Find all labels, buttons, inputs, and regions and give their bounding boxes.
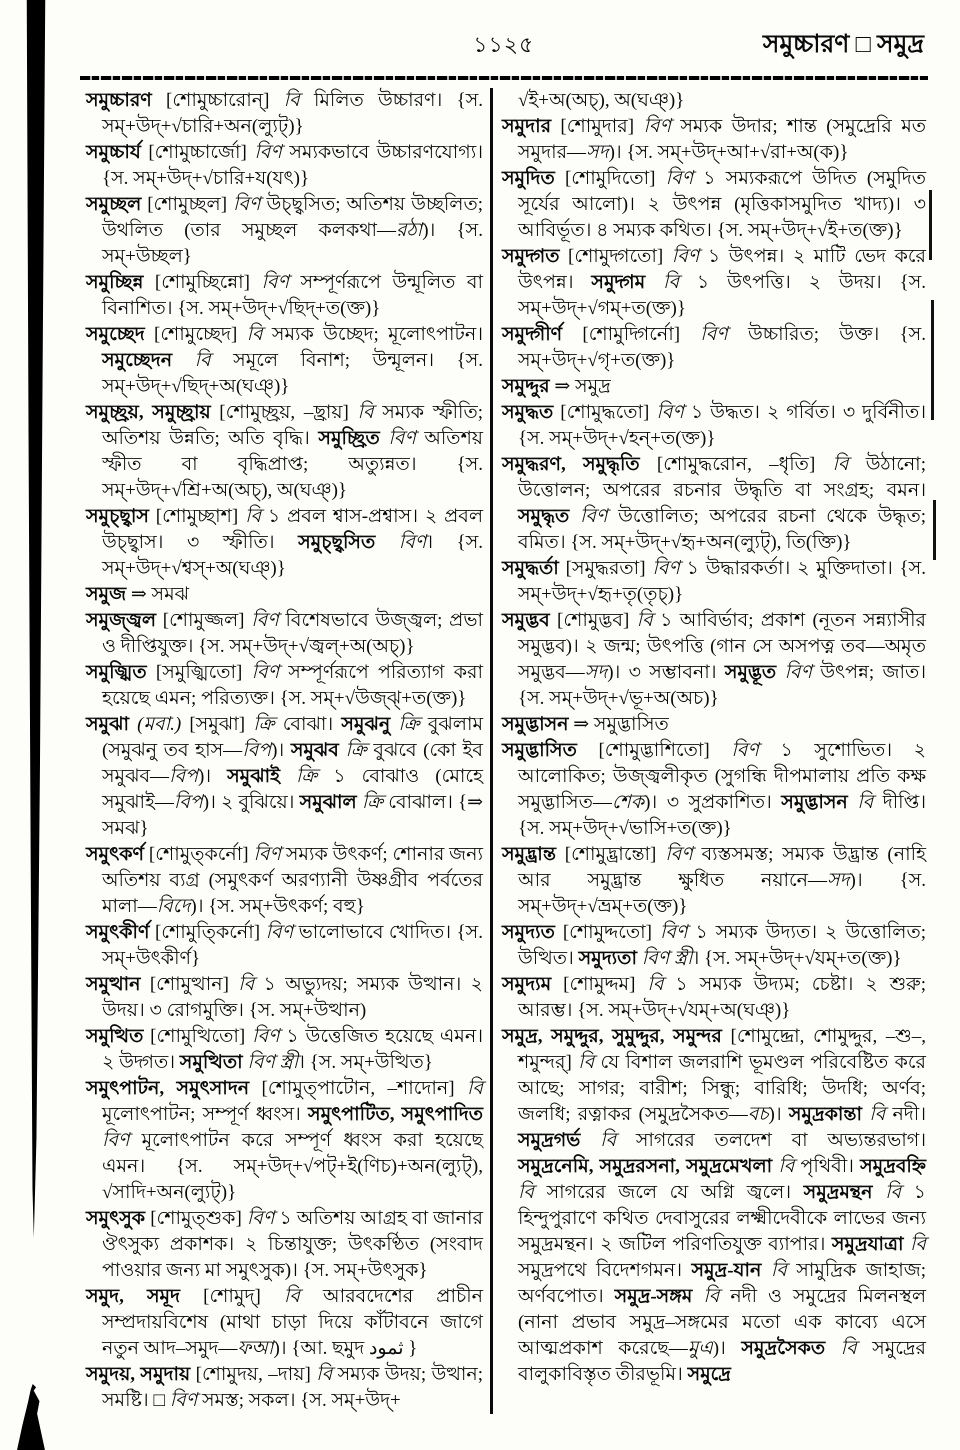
headword: সমুদিত xyxy=(502,168,555,189)
entry-text xyxy=(280,766,296,787)
entry-text: )। ৩ সম্ভাবনা। xyxy=(607,662,725,683)
entry-text: ১ উদ্ধত। ২ গর্বিত। ৩ দুর্বিনীত। {স. সম্+উদ্+√হন্+ত(ক্ত)} xyxy=(518,402,927,449)
headword: সমুদ্গীর্ণ xyxy=(502,324,563,345)
entry-text: )। ৩ সুপ্রকাশিত। xyxy=(644,792,782,813)
entry-text: সম্যকভাবে উচ্চারণযোগ্য। {স. সম্+উদ্+√চারি+য(যৎ)} xyxy=(102,142,483,189)
headword: সমুদ্র-সঙ্গম xyxy=(614,1286,693,1307)
entry-text: । {স. সম্+উত্থিত} xyxy=(298,1052,433,1073)
entry-text xyxy=(848,792,857,813)
entry-text: )। {স. সম্+উদ্+আ+√রা+অ(ক)} xyxy=(608,142,849,163)
grammar-label: বিণ xyxy=(102,1130,130,1151)
grammar-label: বি xyxy=(869,1104,886,1125)
entry-text: [শোমুত্কির্নো] xyxy=(149,922,266,943)
headword: সমুত্থিত xyxy=(86,1026,144,1047)
scan-artifact-edge-mark xyxy=(933,500,936,560)
grammar-label: বিণ xyxy=(246,1208,275,1229)
dictionary-entry xyxy=(502,322,926,374)
headword: সমুদ্যতা xyxy=(578,948,637,969)
entry-text: সম্পূর্ণরূপে উন্মূলিত বা বিনাশিত। {স. সম্+উদ্+√ছিদ্+ত(ক্ত)} xyxy=(102,272,483,319)
headword: সমুদ্গম xyxy=(591,272,646,293)
headword: সমুচ্ছ্বাস xyxy=(86,506,149,527)
entry-text: [শোমুদ্] xyxy=(180,1286,284,1307)
headword: সমুদ্ভাসন xyxy=(502,714,569,735)
headword: সমুজ xyxy=(86,584,127,605)
entry-text: ১ হিন্দুপুরাণে কথিত দেবাসুরের লক্ষ্মীদেবীকে লাভের জন্য সমুদ্রমন্থন। ২ জটিল পরিণতিযুক্ত ব্যাপার। xyxy=(518,1182,926,1255)
header-rule xyxy=(80,76,928,80)
dictionary-entry xyxy=(502,920,926,972)
dictionary-entry xyxy=(86,1076,483,1206)
grammar-label: বি xyxy=(703,1286,720,1307)
grammar-label: বি xyxy=(578,1052,595,1073)
grammar-label: বি xyxy=(245,506,262,527)
entry-text: [শোমুদিতো] xyxy=(554,168,666,189)
grammar-label: বিণ xyxy=(169,1390,198,1411)
headword: সমুচ্চার্য xyxy=(86,142,141,163)
entry-text: [শোমুচ্ছিন্নো] xyxy=(143,272,262,293)
entry-text: মিলিত উচ্চারণ। {স. সম্+উদ্+√চারি+অন(ল্যুট্)} xyxy=(102,90,484,137)
entry-text: [শোমুচ্ছাশ] xyxy=(148,506,246,527)
dictionary-entry xyxy=(86,582,483,608)
entry-text: বোঝাল। {⇒ সমঝ} xyxy=(102,792,483,839)
headword: সমুদ্দুর xyxy=(502,376,550,397)
right-column xyxy=(493,88,926,1414)
entry-text: [শোমুদয়, –দায়] xyxy=(190,1364,317,1385)
entry-text: [শোমুচ্ছেদ] xyxy=(144,324,247,345)
entry-text: [শোমুদ্ভব] xyxy=(549,610,637,631)
entry-text: [শোমুদ্দ্রো, শোমুদ্দুর, –শু–, শমুন্দর্] xyxy=(518,1026,926,1073)
headword: সমুদ্ভব xyxy=(502,610,550,631)
dictionary-entry xyxy=(86,322,483,400)
grammar-label: বিণ স্ত্রী xyxy=(641,948,693,969)
grammar-label: ক্রি xyxy=(345,740,367,761)
entry-text: ১ সম্যকরূপে উদিত (সমুদিত সূর্যের আলো)। ২ উৎপন্ন (মৃত্তিকাসমুদিত খাদ্য)। ৩ আবির্ভূত। ৪ সম্যক কথিত। {স. সম্+উদ্+√ই+ত(ক্ত)} xyxy=(518,168,926,241)
grammar-label: বিণ xyxy=(652,558,680,579)
dictionary-entry xyxy=(86,504,483,582)
grammar-label: বিণ xyxy=(665,844,693,865)
entry-continuation xyxy=(502,88,926,114)
entry-text: [শোমুজ্জল] xyxy=(156,610,252,631)
entry-text: [শোমুত্থিতো] xyxy=(143,1026,253,1047)
grammar-label: বি xyxy=(600,1130,617,1151)
grammar-label: বিণ xyxy=(731,740,759,761)
entry-text: সম্পূর্ণরূপে পরিত্যাগ করা হয়েছে এমন; পরিত্যক্ত। {স. সম্+√উজ্ঝ্+ত(ক্ত)} xyxy=(102,662,483,709)
entry-text: )। xyxy=(197,766,228,787)
entry-text: )। {স. সম্+উৎকর্ণ; বহু} xyxy=(190,896,365,917)
grammar-label: বিদে xyxy=(156,896,191,917)
entry-text: [শোমুদ্দতো] xyxy=(554,922,660,943)
entry-text xyxy=(569,506,580,527)
grammar-label: বি xyxy=(832,454,849,475)
entry-text xyxy=(825,1338,841,1359)
entry-text: ১ অতিশয় আগ্রহ বা জানার ঔৎসুক্য প্রকাশক। ২ চিন্তাযুক্ত; উৎকণ্ঠিত (সংবাদ পাওয়ার জন্য মা সমুৎসুক)। {স. সম্+উৎসুক} xyxy=(102,1208,483,1281)
headword: সমুদ্রে xyxy=(687,1364,731,1385)
entry-text: সম্যক উদয়; উত্থান; সমষ্টি। □ xyxy=(102,1364,484,1411)
entry-text: [শোমুদার] xyxy=(551,116,644,137)
entry-text: ১ উৎপন্ন। ২ মাটি ভেদ করে উৎপন্ন। xyxy=(518,246,926,293)
grammar-label: বি xyxy=(283,1286,300,1307)
grammar-label: বিণ xyxy=(261,272,289,293)
dictionary-entry xyxy=(86,660,483,712)
grammar-label: বিণ xyxy=(388,428,416,449)
entry-text: উৎপন্ন; জাত। {স. সম্+উদ্+√ভূ+অ(অচ)} xyxy=(518,662,927,709)
entry-text: বুঝলাম (সমুঝনু তব হাস— xyxy=(102,714,484,761)
grammar-label: বিণ xyxy=(700,324,728,345)
dictionary-entry xyxy=(86,920,483,972)
entry-text: [সমুঝা] xyxy=(181,714,254,735)
entry-text: [শোমুচ্ছল] xyxy=(141,194,233,215)
grammar-label: বিপ xyxy=(173,792,203,813)
headword: সমুচ্ছেদ xyxy=(86,324,145,345)
entry-text: [শোমুত্থান] xyxy=(140,974,239,995)
dictionary-entry xyxy=(502,608,926,712)
entry-text: [শোমুদ্ভ্রান্তো] xyxy=(555,844,666,865)
grammar-label: সদ xyxy=(584,662,608,683)
entry-text: [শোমুদ্দম] xyxy=(551,974,648,995)
headword: সমুচ্ছল xyxy=(86,194,142,215)
entry-text: ১ সুশোভিত। ২ আলোকিত; উজ্জ্বলীকৃত (সুগন্ধি দীপমালায় প্রতি কক্ষ সমুদ্ভাসিত— xyxy=(518,740,926,813)
grammar-label: বি xyxy=(246,324,263,345)
scan-artifact-spine-bar xyxy=(25,0,47,1238)
headword: সমুদ্গত xyxy=(502,246,560,267)
entry-text: ভালোভাবে খোদিত। {স. সম্+উৎকীর্ণ} xyxy=(102,922,483,969)
grammar-label: ক্রি xyxy=(295,766,318,787)
grammar-label: বি xyxy=(636,610,653,631)
grammar-label: বি xyxy=(778,1156,795,1177)
entry-text: যে বিশাল জলরাশি ভূমণ্ডল পরিবেষ্টিত করে আছে; সাগর; বারীশ; সিন্ধু; বারিধি; উদধি; অর্ণব; জলধি; রত্নাকর (সমুদ্রসৈকত— xyxy=(518,1052,926,1125)
entry-text: সম্যক স্ফীতি; অতিশয় উন্নতি; অতি বৃদ্ধি। xyxy=(102,402,483,449)
entry-text: নদী ও সমুদ্রের মিলনস্থল (নানা প্রভাব সমুদ্র–সঙ্গমের মতো এক কাব্যে এসে আত্মপ্রকাশ করেছে— xyxy=(518,1286,926,1359)
headword: সমুদ্ভূত xyxy=(724,662,777,683)
grammar-label: বিপ xyxy=(169,766,198,787)
grammar-label: বিণ xyxy=(265,922,294,943)
entry-text: সমুদ্রপথে বিদেশগমন। xyxy=(518,1260,692,1281)
entry-text: উচ্ছ্বসিত; অতিশয় উচ্ছলিত; উথলিত (তার সমুচ্ছল কলকথা— xyxy=(102,194,483,241)
headword: সমুদ্যম xyxy=(502,974,552,995)
headword: সমুচ্ছেদন xyxy=(102,350,173,371)
dictionary-entry xyxy=(502,166,926,244)
left-column xyxy=(86,88,490,1414)
headword: সমুদ্রনেমি, সমুদ্ররসনা, সমুদ্রমেখলা xyxy=(518,1156,773,1177)
dictionary-entry xyxy=(86,1284,483,1362)
grammar-label: মুএ xyxy=(687,1338,713,1359)
entry-text: [শোমুত্পাটোন, –শাদোন] xyxy=(249,1078,467,1099)
entry-text: মূলোৎপাটন করে সম্পূর্ণ ধ্বংস করা হয়েছে এমন। {স. সম্+উদ্+√পট্+ই(ণিচ)+অন(ল্যুট্), √সাদি+অন(ল্যুট্)} xyxy=(102,1130,483,1203)
entry-text: সম্যক উৎকর্ণ; শোনার জন্য অতিশয় ব্যগ্র (সমুৎকর্ণ অরণ্যানী উষ্ণগ্রীব পর্বতের মালা— xyxy=(102,844,484,917)
grammar-label: বি xyxy=(518,1182,535,1203)
entry-text: ১ বোঝাও (মোহে সমুঝাই— xyxy=(102,766,484,813)
entry-text xyxy=(761,1260,770,1281)
entry-text: ১ অভ্যুদয়; সম্যক উত্থান। ২ উদয়। ৩ রোগমুক্তি। {স. সম্+উত্থান) xyxy=(102,974,483,1021)
headword: সমুদয়, সমুদায় xyxy=(86,1364,191,1385)
grammar-label: বি xyxy=(283,90,300,111)
dictionary-entry xyxy=(502,712,926,738)
grammar-label: বিণ xyxy=(398,532,427,553)
headword: সমুজ্ঝিত xyxy=(86,662,147,683)
grammar-label: বিণ xyxy=(233,194,261,215)
entry-text: )। {স. সম্+উদ্+√ভ্রম্+ত(ক্ত)} xyxy=(518,870,926,917)
entry-text: [শোমুত্কর্নো] xyxy=(144,844,254,865)
dictionary-entry xyxy=(86,192,483,270)
headword: সমুদ্ধৃত xyxy=(518,506,570,527)
headword: সমুঝনু xyxy=(341,714,391,735)
entry-text: ১ উৎপত্তি। ২ উদয়। {স. সম্+উদ্+√গম্+ত(ক্ত)} xyxy=(518,272,927,319)
dictionary-entry xyxy=(86,608,483,660)
page-number: ১১২৫ xyxy=(473,32,535,57)
dictionary-entry xyxy=(86,1362,483,1414)
headword: সমুদ্রগর্ভ xyxy=(518,1130,581,1151)
headword: সমুঝাল xyxy=(299,792,357,813)
dictionary-entry xyxy=(86,140,483,192)
entry-text: [শোমুদ্গির্নো] xyxy=(562,324,701,345)
entry-text: সম্যক উচ্ছেদ; মূলোৎপাটন। xyxy=(262,324,483,345)
headword: সমুদার xyxy=(502,116,552,137)
grammar-label: বি xyxy=(238,974,255,995)
dictionary-entry xyxy=(86,842,483,920)
headword: সমুদ্ধর্তা xyxy=(502,558,559,579)
entry-text: ১ প্রবল শ্বাস-প্রশ্বাস। ২ প্রবল উচ্ছ্বাস। ৩ স্ফীতি। xyxy=(102,506,483,553)
grammar-label: বি xyxy=(663,272,680,293)
entry-text: মূলোৎপাটন; সম্পূর্ণ ধ্বংস। xyxy=(102,1104,309,1125)
headword: সমুৎকীর্ণ xyxy=(86,922,150,943)
entry-text: )। xyxy=(712,1338,742,1359)
headword: সমুচ্ছ্বসিত xyxy=(298,532,376,553)
headword: সমুৎসুক xyxy=(86,1208,146,1229)
dictionary-entry xyxy=(502,842,926,920)
grammar-label: সদ xyxy=(827,870,850,891)
headword: সমুদ্ভাসিত xyxy=(502,740,577,761)
headword: সমুদ্রসৈকত xyxy=(741,1338,826,1359)
headword: সমুচ্ছ্রিত xyxy=(318,428,380,449)
entry-text xyxy=(692,1286,703,1307)
entry-text: । {স. সম্+উদ্+√যম্+ত(ক্ত)} xyxy=(692,948,902,969)
scan-artifact-edge-mark xyxy=(931,300,934,420)
entry-text: )। {স. সম্+উচ্ছল} xyxy=(102,220,483,267)
headword: সমুদ্ভাসন xyxy=(781,792,848,813)
entry-text: [শোমুদ্ধতো] xyxy=(553,402,657,423)
dictionary-entry xyxy=(502,452,926,556)
entry-text: অতিশয় স্ফীত বা বৃদ্ধিপ্রাপ্ত; অত্যুন্নত। {স. সম্+উদ্+√শ্রি+অ(অচ্), অ(ঘঞ্)} xyxy=(102,428,483,501)
dictionary-entry xyxy=(502,556,926,608)
entry-text: সাগরের তলদেশ বা অভ্যন্তরভাগ। xyxy=(616,1130,926,1151)
grammar-label: বি xyxy=(885,1182,902,1203)
entry-text: সম্যক উদার; শান্ত (সমুদ্রেরি মত সমুদার— xyxy=(518,116,927,163)
grammar-label: বিণ xyxy=(251,662,280,683)
headword: সমুত্থান xyxy=(86,974,141,995)
entry-text: √ই+অ(অচ্), অ(ঘঞ্)} xyxy=(518,90,685,111)
headword: সমুদ্র-যান xyxy=(691,1260,762,1281)
entry-text: বিশেষভাবে উজ্জ্বল; প্রভা ও দীপ্তিযুক্ত। {স. সম্+উদ্+√জ্বল্+অ(অচ্)} xyxy=(102,610,484,657)
entry-text: বুঝবে (কো ইব সমুঝব— xyxy=(102,740,483,787)
grammar-label: বি xyxy=(840,1338,857,1359)
grammar-label: বি xyxy=(357,402,374,423)
entry-text: সমূলে বিনাশ; উন্মূলন। {স. সম্+উদ্+√ছিদ্+অ(ঘঞ্)} xyxy=(102,350,484,397)
headword: সমুচ্ছিন্ন xyxy=(86,272,144,293)
grammar-label: শেক xyxy=(611,792,645,813)
headword: সমুদ্র, সমুদ্দুর, সুমুদ্দুর, সমুন্দর xyxy=(502,1026,722,1047)
entry-text: দীপ্তি। {স. সম্+উদ্+√ভাসি+ত(ক্ত)} xyxy=(518,792,927,839)
entry-text xyxy=(580,1130,600,1151)
entry-text: ⇒ সমুদ্ভাসিত xyxy=(568,714,669,735)
dictionary-entry xyxy=(502,1024,926,1388)
headword: সমুচ্ছ্রয়, সমুচ্ছ্রায় xyxy=(86,402,211,423)
grammar-label: বিণ xyxy=(643,116,671,137)
entry-text: [শোমুত্শুক] xyxy=(145,1208,247,1229)
headword: সমুৎপাটিত, সমুৎপাদিত xyxy=(308,1104,483,1125)
headword: সমুচ্চারণ xyxy=(86,90,152,111)
dictionary-entry xyxy=(502,114,926,166)
grammar-label: বি xyxy=(909,1234,926,1255)
entry-text: সমুদ্রের বালুকাবিস্তৃত তীরভূমি। xyxy=(518,1338,926,1385)
grammar-label: বি xyxy=(770,1260,787,1281)
entry-text: সাগরের জলে যে অগ্নি জ্বলে। xyxy=(534,1182,804,1203)
entry-text: ⇒ সমুদ্র xyxy=(549,376,611,397)
entry-text: [শোমুচ্চারোন্] xyxy=(151,90,284,111)
entry-text: পৃথিবী। xyxy=(794,1156,861,1177)
dictionary-entry xyxy=(86,1206,483,1284)
headword: সমুদ, সমূদ xyxy=(86,1286,181,1307)
headword: সমুঝা xyxy=(86,714,129,735)
entry-text: )। {আ. ছমুদ ثمود } xyxy=(273,1338,418,1359)
page-header xyxy=(86,24,924,66)
entry-text: )। xyxy=(768,1104,789,1125)
grammar-label: বি xyxy=(857,792,874,813)
scan-artifact-edge-mark xyxy=(929,190,932,260)
grammar-label: বচ xyxy=(747,1104,769,1125)
entry-text: [শোমুচ্চার্জো] xyxy=(140,142,255,163)
grammar-label: বি xyxy=(467,1078,484,1099)
entry-text xyxy=(645,272,663,293)
grammar-label: ফআ xyxy=(237,1338,274,1359)
entry-text: ১ উত্তেজিত হয়েছে এমন। ২ উদ্গত। xyxy=(102,1026,483,1073)
grammar-label: বিণ xyxy=(252,1026,280,1047)
headword: সমুদ্রকান্তা xyxy=(788,1104,863,1125)
dictionary-entry xyxy=(502,244,926,322)
entry-text: [শোমুদ্ধরোন, –ধৃতি] xyxy=(639,454,833,475)
entry-text: বোঝা। xyxy=(274,714,342,735)
grammar-label: বিণ xyxy=(784,662,812,683)
headword: সমুঝব xyxy=(290,740,339,761)
entry-text: [শোমুদ্গতো] xyxy=(559,246,672,267)
entry-text: )। ২ বুঝিয়ে। xyxy=(202,792,300,813)
grammar-label: বিণ xyxy=(656,402,684,423)
entry-text: নদী। xyxy=(885,1104,926,1125)
headword: সমুৎপাটন, সমুৎসাদন xyxy=(86,1078,250,1099)
grammar-label: বিপ xyxy=(242,740,272,761)
dictionary-entry xyxy=(86,712,483,842)
guide-words: সমুচ্চারণ □ সমুদ্র xyxy=(762,31,924,58)
entry-text xyxy=(375,532,399,553)
entry-text: ১ সম্যক উদ্যত। ২ উত্তোলিত; উত্থিত। xyxy=(518,922,927,969)
grammar-label: বিণ xyxy=(659,922,688,943)
headword: সমুজ্জ্বল xyxy=(86,610,157,631)
entry-text xyxy=(172,350,195,371)
headword: সমুদ্যত xyxy=(502,922,555,943)
headword: সমুদ্ধরণ, সমুদ্ধৃতি xyxy=(502,454,640,475)
dictionary-entry xyxy=(86,270,483,322)
headword: সমুদ্রমন্থন xyxy=(803,1182,873,1203)
grammar-label: বিণ xyxy=(665,168,694,189)
text-columns xyxy=(86,88,926,1414)
entry-text: সমস্ত; সকল। {স. সম্+উদ্+ xyxy=(197,1390,401,1411)
entry-text: ⇒ সমঝ xyxy=(126,584,190,605)
dictionary-entry xyxy=(86,400,483,504)
grammar-label: বিণ xyxy=(579,506,608,527)
headword: সমুদ্ভ্রান্ত xyxy=(502,844,556,865)
grammar-label: বি xyxy=(194,350,211,371)
entry-text: [সমুজ্ঝিতো] xyxy=(146,662,252,683)
grammar-label: ক্রি xyxy=(361,792,384,813)
grammar-label: (মবা.) xyxy=(137,714,182,735)
dictionary-entry xyxy=(86,972,483,1024)
scan-artifact-ink-blob xyxy=(15,1384,49,1450)
entry-text: [শোমুদ্ভাশিতো] xyxy=(576,740,732,761)
grammar-label: ক্রি xyxy=(398,714,420,735)
grammar-label: বিণ স্ত্রী xyxy=(247,1052,299,1073)
grammar-label: ক্রি xyxy=(253,714,275,735)
entry-text: উঠানো; উত্তোলন; অপরের রচনার উদ্ধৃতি বা সংগ্রহ; বমন। xyxy=(518,454,926,501)
headword: সমুদ্রবহ্নি xyxy=(860,1156,926,1177)
dictionary-entry xyxy=(502,400,926,452)
headword: সমুদ্রযাত্রা xyxy=(831,1234,904,1255)
entry-text: আরবদেশের প্রাচীন সম্প্রদায়বিশেষ (মাথা চাড়া দিয়ে কাঁটাবনে জাগে নতুন আদ–সমুদ— xyxy=(102,1286,483,1359)
entry-text: ১ আবির্ভাব; প্রকাশ (নূতন সন্ন্যাসীর সমুদ্ভব)। ২ জন্ম; উৎপত্তি (গান সে অসপত্ন তব—অমৃত সমুদ্ভব— xyxy=(518,610,926,683)
dictionary-entry xyxy=(86,1024,483,1076)
entry-text: [শোমুচ্ছ্রয়, –ছ্রায়] xyxy=(210,402,358,423)
headword: সমুদ্ধত xyxy=(502,402,554,423)
entry-text: । {স. সম্+উদ্+√শ্বস্+অ(ঘঞ্)} xyxy=(102,532,484,579)
headword: সমুত্থিতা xyxy=(179,1052,243,1073)
dictionary-entry xyxy=(86,88,483,140)
entry-text: সামুদ্রিক জাহাজ; অর্ণবপোত। xyxy=(518,1260,927,1307)
headword: সমুৎকর্ণ xyxy=(86,844,145,865)
entry-text xyxy=(872,1182,885,1203)
headword: সমুঝাই xyxy=(227,766,280,787)
entry-text: )। xyxy=(271,740,291,761)
entry-text: উত্তোলিত; অপরের রচনা থেকে উদ্ধৃত; বমিত। {স. সম্+উদ্+√হৃ+অন(ল্যুট্), তি(ক্তি)} xyxy=(518,506,926,553)
grammar-label: বিণ xyxy=(251,610,279,631)
entry-text: ১ সম্যক উদ্যম; চেষ্টা। ২ শুরু; আরম্ভ। {স. সম্+উদ্+√যম্+অ(ঘঞ্)} xyxy=(518,974,926,1021)
grammar-label: বিণ xyxy=(671,246,700,267)
entry-text: ১ উদ্ধারকর্তা। ২ মুক্তিদাতা। {স. সম্+উদ্+√হৃ+তৃ(তৃচ্)} xyxy=(518,558,926,605)
dictionary-entry xyxy=(502,738,926,842)
grammar-label: বি xyxy=(316,1364,333,1385)
grammar-label: সদ xyxy=(586,142,609,163)
dictionary-entry xyxy=(502,972,926,1024)
entry-text: উচ্চারিত; উক্ত। {স. সম্+উদ্+√গৃ+ত(ক্ত)} xyxy=(518,324,926,371)
dictionary-entry xyxy=(502,374,926,400)
grammar-label: রঠা xyxy=(396,220,423,241)
entry-text xyxy=(129,714,137,735)
grammar-label: বিণ xyxy=(254,142,282,163)
grammar-label: বিণ xyxy=(253,844,281,865)
grammar-label: বি xyxy=(647,974,664,995)
entry-text: ব্যস্তসমস্ত; সম্যক উদ্ভ্রান্ত (নাহি আর সমুদ্ভ্রান্ত ক্ষুধিত নয়ানে— xyxy=(518,844,926,891)
entry-text: [সমুদ্ধরতা] xyxy=(558,558,653,579)
